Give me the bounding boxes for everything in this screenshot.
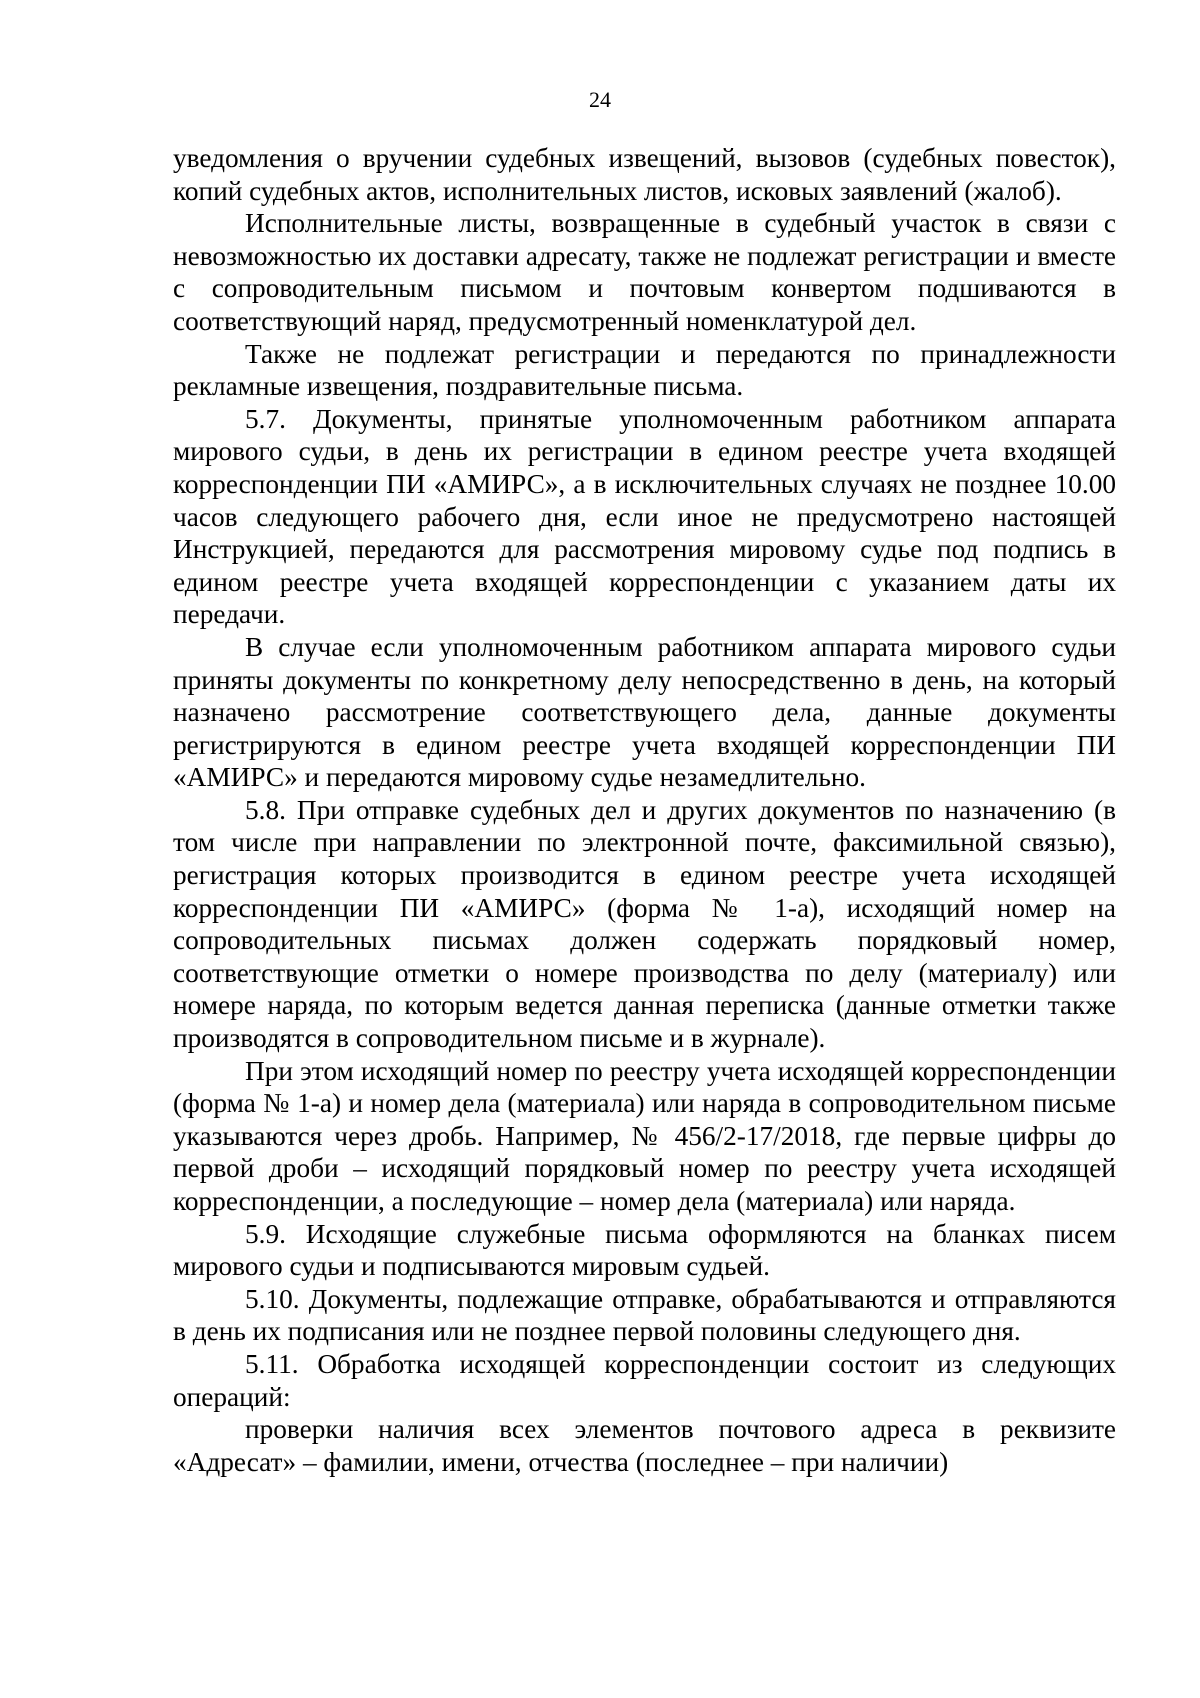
page-number: 24 xyxy=(589,87,611,112)
paragraph-continuation: уведомления о вручении судебных извещений, вызовов (судебных повесток), копий судебных актов, исполнительных листов, исковых заявлений (жалоб). xyxy=(173,143,1116,206)
paragraph-5-7: 5.7. Документы, принятые уполномоченным работником аппарата мирового судьи, в день их регистрации в едином реестре учета входящей корреспонденции ПИ «АМИРС», а в исключительных случаях не позднее 10.00 часов следующего рабочего дня, если иное не предусмотрено настоящей Инструкцией, передаются для рассмотрения мировому судье под подпись в едином реестре учета входящей корреспонденции с указанием даты их передачи. xyxy=(173,403,1116,630)
paragraph-5-10: 5.10. Документы, подлежащие отправке, обрабатываются и отправляются в день их подписания или не позднее первой половины следующего дня. xyxy=(173,1283,1116,1347)
paragraph-advertising: Также не подлежат регистрации и передаются по принадлежности рекламные извещения, поздравительные письма. xyxy=(173,338,1116,402)
paragraph-returned-writs: Исполнительные листы, возвращенные в судебный участок в связи с невозможностью их доставки адресату, также не подлежат регистрации и вместе с сопроводительным письмом и почтовым конвертом подшиваются в соответствующий наряд, предусмотренный номенклатурой дел. xyxy=(173,208,1116,336)
paragraph-5-11: 5.11. Обработка исходящей корреспонденции состоит из следующих операций: xyxy=(173,1348,1116,1412)
document-body xyxy=(173,142,1116,1478)
paragraph-outgoing-number: При этом исходящий номер по реестру учета исходящей корреспонденции (форма № 1-а) и номер дела (материала) или наряда в сопроводительном письме указываются через дробь. Например, № 456/2-17/2018, где первые цифры до первой дроби – исходящий порядковый номер по реестру учета исходящей корреспонденции, а последующие – номер дела (материала) или наряда. xyxy=(173,1055,1116,1216)
paragraph-address-check: проверки наличия всех элементов почтового адреса в реквизите «Адресат» – фамилии, имени, отчества (последнее – при наличии) xyxy=(173,1414,1116,1477)
paragraph-5-8: 5.8. При отправке судебных дел и других документов по назначению (в том числе при направлении по электронной почте, факсимильной связью), регистрация которых производится в едином реестре учета исходящей корреспонденции ПИ «АМИРС» (форма № 1-а), исходящий номер на сопроводительных письмах должен содержать порядковый номер, соответствующие отметки о номере производства по делу (материалу) или номере наряда, по которым ведется данная переписка (данные отметки также производятся в сопроводительном письме и в журнале). xyxy=(173,794,1116,1054)
paragraph-same-day-documents: В случае если уполномоченным работником аппарата мирового судьи приняты документы по конкретному делу непосредственно в день, на который назначено рассмотрение соответствующего дела, данные документы регистрируются в едином реестре учета входящей корреспонденции ПИ «АМИРС» и передаются мировому судье незамедлительно. xyxy=(173,631,1116,793)
paragraph-5-9: 5.9. Исходящие служебные письма оформляются на бланках писем мирового судьи и подписываются мировым судьей. xyxy=(173,1218,1116,1282)
